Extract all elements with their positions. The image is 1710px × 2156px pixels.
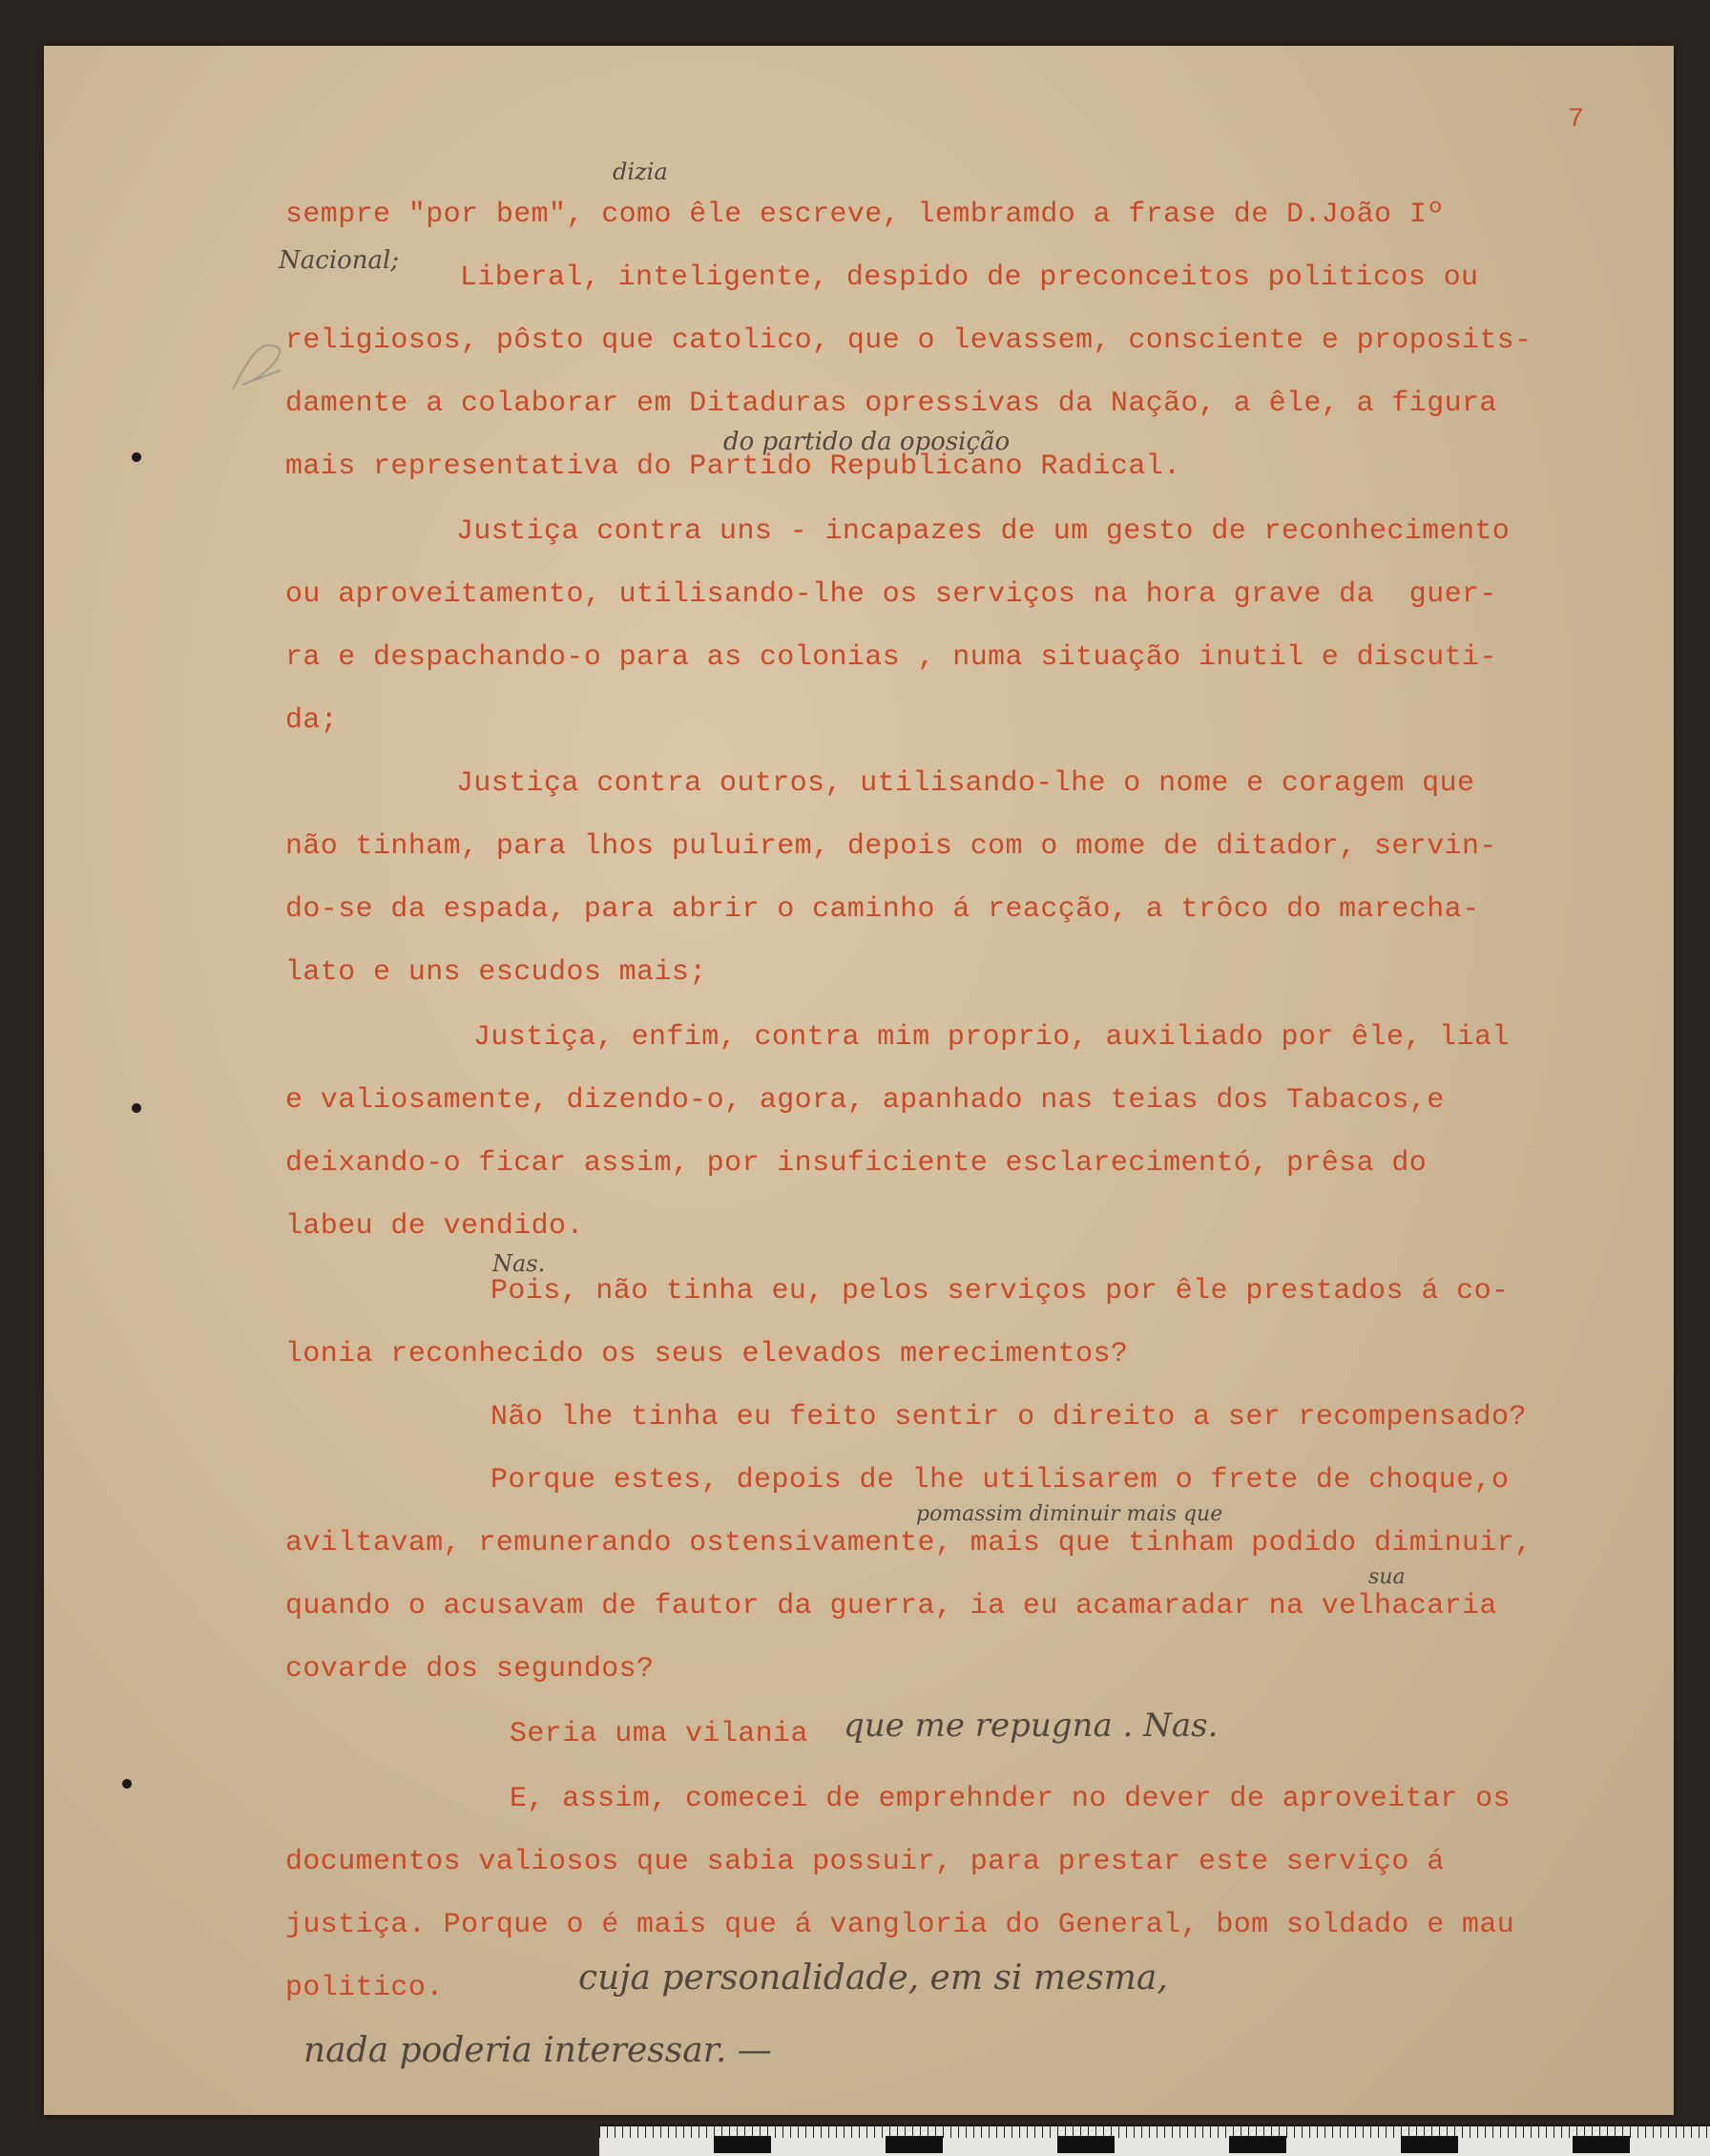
text-line: labeu de vendido. <box>285 1210 584 1243</box>
ruler-segment <box>886 2136 943 2153</box>
text-line: Justiça contra outros, utilisando-lhe o nome e coragem que <box>456 767 1475 800</box>
text-line: mais representativa do Partido Republicano Radical. <box>285 450 1181 483</box>
page-number: 7 <box>1568 105 1584 135</box>
text-line: da; <box>285 704 339 737</box>
ruler-segment <box>714 2136 771 2153</box>
document-page <box>44 46 1674 2115</box>
text-line: damente a colaborar em Ditaduras opressivas da Nação, a êle, a figura <box>285 387 1497 420</box>
text-line: documentos valiosos que sabia possuir, para prestar este serviço á <box>285 1846 1445 1878</box>
binding-hole-icon <box>131 1102 143 1115</box>
handwritten-note: que me repugna . Nas. <box>844 1706 1219 1745</box>
handwritten-note: sua <box>1368 1565 1406 1589</box>
text-line: deixando-o ficar assim, por insuficiente esclarecimentó, prêsa do <box>285 1147 1428 1180</box>
text-line: quando o acusavam de fautor da guerra, ia eu acamaradar na velhacaria <box>285 1590 1497 1622</box>
text-line: e valiosamente, dizendo-o, agora, apanhado nas teias dos Tabacos,e <box>285 1084 1445 1117</box>
ruler-segment <box>1229 2136 1286 2153</box>
text-line: Liberal, inteligente, despido de preconceitos politicos ou <box>460 262 1479 294</box>
handwritten-note: cuja personalidade, em si mesma, <box>578 1958 1168 1998</box>
text-line: ra e despachando-o para as colonias , numa situação inutil e discuti- <box>285 641 1497 674</box>
text-line: lato e uns escudos mais; <box>285 956 707 989</box>
handwritten-note: do partido da oposição <box>723 428 1011 456</box>
text-line: não tinham, para lhos puluirem, depois com o mome de ditador, servin- <box>285 830 1497 863</box>
handwritten-note: pomassim diminuir mais que <box>916 1502 1223 1526</box>
text-line: religiosos, pôsto que catolico, que o levassem, consciente e proposits- <box>285 324 1533 357</box>
text-line: Pois, não tinha eu, pelos serviços por êle prestados á co- <box>490 1275 1510 1308</box>
handwritten-note: dizia <box>613 158 668 185</box>
text-line: aviltavam, remunerando ostensivamente, mais que tinham podido diminuir, <box>285 1527 1533 1559</box>
ruler-segment <box>1057 2136 1115 2153</box>
scale-ruler <box>599 2125 1710 2156</box>
text-line: politico. <box>285 1972 444 2004</box>
ruler-segment <box>1573 2136 1630 2153</box>
text-line: Justiça, enfim, contra mim proprio, auxiliado por êle, lial <box>473 1021 1510 1054</box>
text-line: Justiça contra uns - incapazes de um gesto de reconhecimento <box>456 515 1511 548</box>
ruler-segment <box>1401 2136 1458 2153</box>
text-line: Seria uma vilania <box>510 1718 808 1750</box>
text-line: Porque estes, depois de lhe utilisarem o frete de choque,o <box>490 1464 1510 1497</box>
handwritten-note: nada poderia interessar. — <box>303 2031 772 2070</box>
handwritten-note: Nacional; <box>279 246 400 275</box>
text-line: do-se da espada, para abrir o caminho á reacção, a trôco do marecha- <box>285 893 1480 926</box>
text-line: Não lhe tinha eu feito sentir o direito a ser recompensado? <box>490 1401 1527 1434</box>
binding-hole-icon <box>131 451 143 464</box>
text-line: E, assim, comecei de emprehnder no dever de aproveitar os <box>510 1783 1511 1815</box>
binding-hole-icon <box>121 1778 134 1790</box>
text-line: justiça. Porque o é mais que á vangloria do General, bom soldado e mau <box>285 1909 1515 1941</box>
text-line: lonia reconhecido os seus elevados merecimentos? <box>285 1338 1129 1371</box>
text-line: ou aproveitamento, utilisando-lhe os serviços na hora grave da guer- <box>285 578 1497 611</box>
pencil-mark-icon <box>223 332 300 399</box>
text-line: sempre "por bem", como êle escreve, lembramdo a frase de D.João Iº <box>285 199 1445 231</box>
text-line: covarde dos segundos? <box>285 1653 655 1685</box>
handwritten-note: Nas. <box>492 1250 546 1277</box>
